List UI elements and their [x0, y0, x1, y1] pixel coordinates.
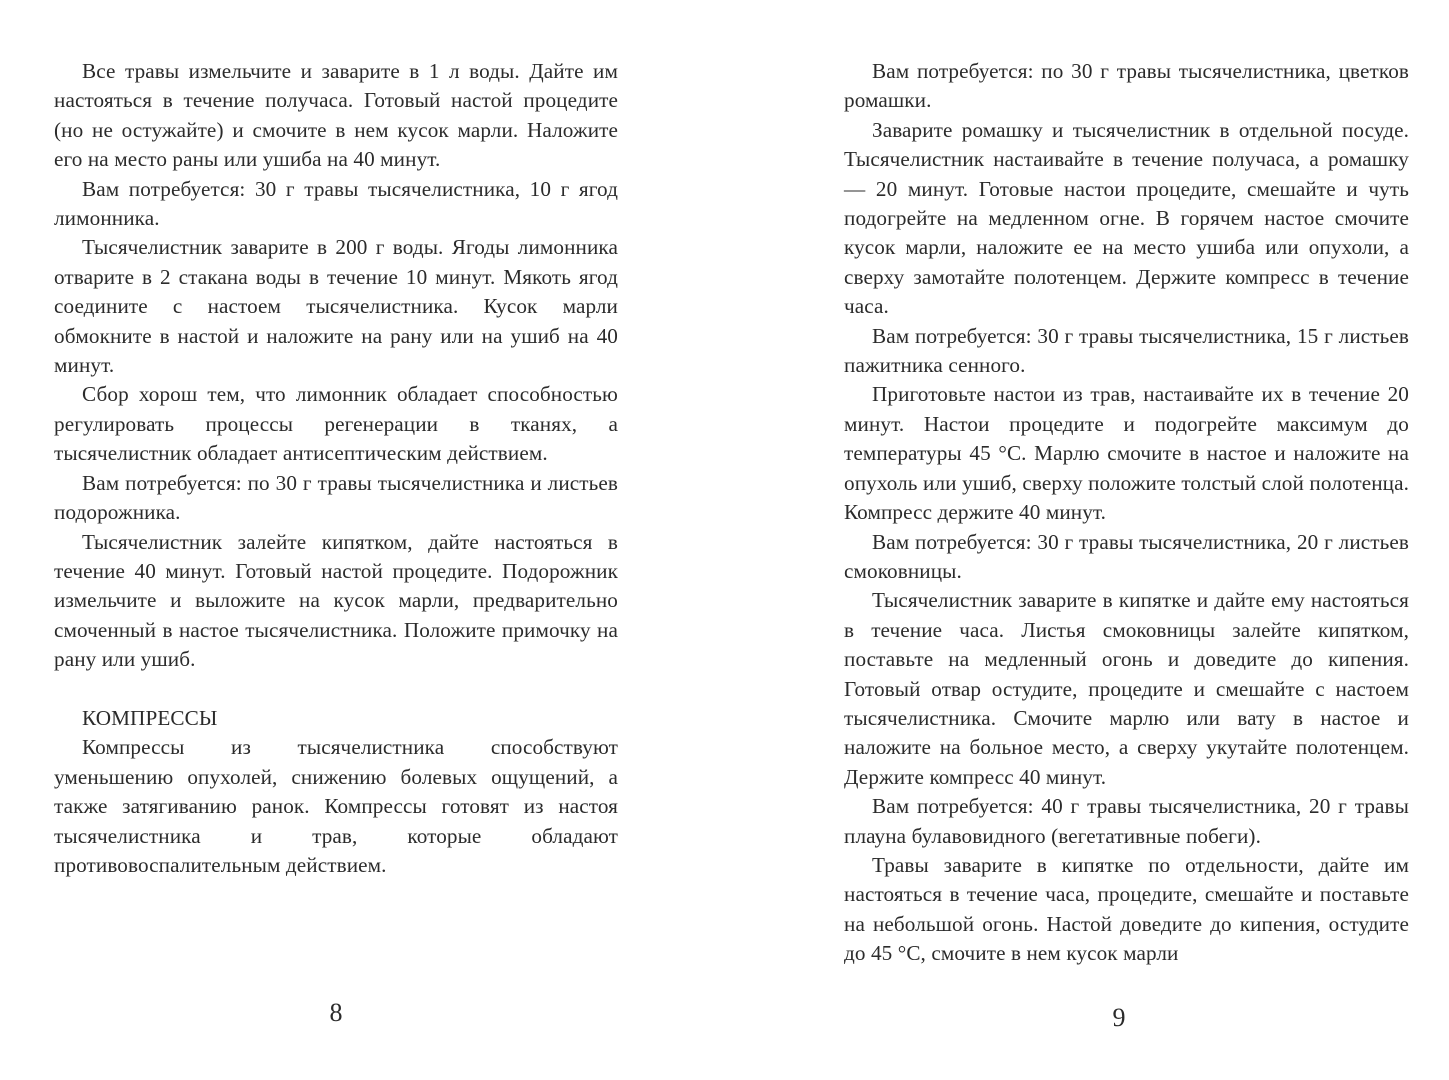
page-number: 8: [329, 998, 343, 1027]
paragraph: Все травы измельчите и заварите в 1 л воды. Дайте им настояться в течение получаса. Готовый настой процедите (но не остужайте) и смочите в нем кусок марли. Наложите его на место раны или ушиба на 40 минут.: [54, 59, 618, 172]
left-page: [0, 0, 724, 1080]
paragraph: Вам потребуется: 30 г травы тысячелистника, 20 г листьев смоковницы.: [844, 529, 1409, 583]
paragraph: Тысячелистник заварите в кипятке и дайте ему настояться в течение часа. Листья смоковницы залейте кипятком, поставьте на медленный огонь и доведите до кипения. Готовый отвар остудите, процедите и смешайте с настоем тысячелистника. Смочите марлю или вату в настое и наложите на больное место, а сверху укутайте полотенцем. Держите компресс 40 минут.: [844, 588, 1409, 789]
paragraph: Вам потребуется: по 30 г травы тысячелистника, цветков ромашки.: [844, 59, 1409, 113]
page-number: 9: [1112, 1003, 1126, 1032]
right-page: [724, 0, 1449, 1080]
left-page-text: [54, 57, 618, 880]
paragraph: Заварите ромашку и тысячелистник в отдельной посуде. Тысячелистник настаивайте в течение получаса, а ромашку — 20 минут. Готовые настои процедите, смешайте и чуть подогрейте на медленном огне. В горячем настое смочите кусок марли, наложите ее на место ушиба или опухоли, а сверху замотайте полотенцем. Держите компресс в течение часа.: [844, 117, 1409, 319]
paragraph: Вам потребуется: по 30 г травы тысячелистника и листьев подорожника.: [54, 470, 618, 525]
paragraph: Вам потребуется: 30 г травы тысячелистника, 10 г ягод лимонника.: [54, 176, 618, 231]
paragraph: Травы заварите в кипятке по отдельности, дайте им настояться в течение часа, процедите, смешайте и поставьте на небольшой огонь. Настой доведите до кипения, остудите до 45 °С, смочите в нем кусок марли: [844, 852, 1409, 966]
paragraph: Приготовьте настои из трав, настаивайте их в течение 20 минут. Настои процедите и подогрейте максимум до температуры 45 °С. Марлю смочите в настое и наложите на опухоль или ушиб, сверху положите толстый слой полотенца. Компресс держите 40 минут.: [844, 382, 1409, 525]
section-paragraph: Компрессы из тысячелистника способствуют уменьшению опухолей, снижению болевых ощущений, а также затягиванию ранок. Компрессы готовят из настоя тысячелистника и трав, которые обладают противовоспалительным действием.: [54, 735, 618, 877]
paragraph: Тысячелистник заварите в 200 г воды. Ягоды лимонника отварите в 2 стакана воды в течение 10 минут. Мякоть ягод соедините с настоем тысячелистника. Кусок марли обмокните в настой и наложите на рану или на ушиб на 40 минут.: [54, 235, 618, 378]
paragraph: Вам потребуется: 30 г травы тысячелистника, 15 г листьев пажитника сенного.: [844, 323, 1409, 378]
paragraph: Вам потребуется: 40 г травы тысячелистника, 20 г травы плауна булавовидного (вегетативные побеги).: [844, 794, 1409, 848]
paragraph: Тысячелистник залейте кипятком, дайте настояться в течение 40 минут. Готовый настой процедите. Подорожник измельчите и выложите на кусок марли, предварительно смоченный в настое тысячелистника. Положите примочку на рану или ушиб.: [54, 529, 618, 672]
right-page-text: [844, 57, 1409, 969]
paragraph: Сбор хорош тем, что лимонник обладает способностью регулировать процессы регенерации в тканях, а тысячелистник обладает антисептическим действием.: [54, 382, 618, 466]
section-heading: КОМПРЕССЫ: [82, 705, 218, 730]
